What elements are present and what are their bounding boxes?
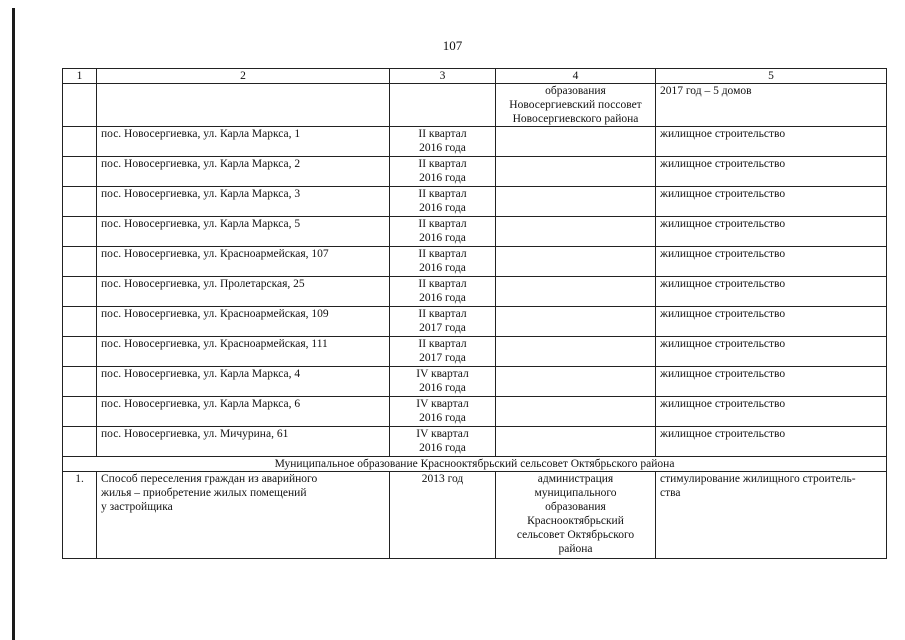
cell-address: пос. Новосергиевка, ул. Красноармейская, 107	[97, 247, 390, 277]
cell-address: пос. Новосергиевка, ул. Карла Маркса, 2	[97, 157, 390, 187]
cell-num	[63, 217, 97, 247]
cell-note: 2017 год – 5 домов	[656, 84, 887, 127]
cell-num	[63, 187, 97, 217]
cell-num	[63, 427, 97, 457]
cell-num	[63, 277, 97, 307]
cell-responsible	[496, 127, 656, 157]
cell-num	[63, 307, 97, 337]
cell-num	[63, 247, 97, 277]
cell-num	[63, 127, 97, 157]
cell-responsible	[496, 217, 656, 247]
cell-responsible	[496, 337, 656, 367]
cell-responsible	[496, 157, 656, 187]
cell-period: II квартал 2016 года	[390, 157, 496, 187]
cell-responsible	[496, 367, 656, 397]
table-row	[63, 277, 887, 307]
cell-address: пос. Новосергиевка, ул. Красноармейская, 109	[97, 307, 390, 337]
cell-period: IV квартал 2016 года	[390, 427, 496, 457]
header-col-5: 5	[656, 69, 887, 84]
cell-period: II квартал 2016 года	[390, 127, 496, 157]
cell-num	[63, 397, 97, 427]
cell-period: II квартал 2016 года	[390, 187, 496, 217]
table-row	[63, 337, 887, 367]
cell-address: пос. Новосергиевка, ул. Карла Маркса, 3	[97, 187, 390, 217]
table-row	[63, 157, 887, 187]
header-col-2: 2	[97, 69, 390, 84]
cell-note: жилищное строительство	[656, 187, 887, 217]
cell-responsible	[496, 247, 656, 277]
page-number: 107	[442, 38, 463, 53]
cell-period: II квартал 2017 года	[390, 337, 496, 367]
cell-period: 2013 год	[390, 472, 496, 559]
cell-address: пос. Новосергиевка, ул. Карла Маркса, 4	[97, 367, 390, 397]
cell-address: пос. Новосергиевка, ул. Карла Маркса, 5	[97, 217, 390, 247]
cell-note: жилищное строительство	[656, 157, 887, 187]
cell-address: Способ переселения граждан из аварийного жилья – приобретение жилых помещений у застройщика	[97, 472, 390, 559]
cell-note: жилищное строительство	[656, 217, 887, 247]
cell-responsible	[496, 187, 656, 217]
cell-note: жилищное строительство	[656, 337, 887, 367]
cell-num: 1.	[63, 472, 97, 559]
section-row	[63, 457, 887, 472]
housing-table	[62, 68, 887, 559]
cell-period	[390, 84, 496, 127]
header-row	[63, 69, 887, 84]
cell-address: пос. Новосергиевка, ул. Карла Маркса, 1	[97, 127, 390, 157]
table-row	[63, 187, 887, 217]
cell-address: пос. Новосергиевка, ул. Мичурина, 61	[97, 427, 390, 457]
cell-note: жилищное строительство	[656, 367, 887, 397]
cell-period: II квартал 2016 года	[390, 277, 496, 307]
cell-period: II квартал 2016 года	[390, 247, 496, 277]
table-row	[63, 247, 887, 277]
header-col-4: 4	[496, 69, 656, 84]
cell-responsible	[496, 397, 656, 427]
cell-note: жилищное строительство	[656, 397, 887, 427]
table-row	[63, 472, 887, 559]
cell-responsible: образования Новосергиевский поссовет Новосергиевского района	[496, 84, 656, 127]
cell-note: жилищное строительство	[656, 277, 887, 307]
cell-responsible: администрация муниципального образования Краснооктябрьский сельсовет Октябрьского района	[496, 472, 656, 559]
section-title: Муниципальное образование Краснооктябрьский сельсовет Октябрьского района	[63, 457, 887, 472]
table-row	[63, 397, 887, 427]
cell-period: II квартал 2017 года	[390, 307, 496, 337]
cell-note: жилищное строительство	[656, 247, 887, 277]
cell-period: IV квартал 2016 года	[390, 397, 496, 427]
cell-note: жилищное строительство	[656, 427, 887, 457]
header-col-1: 1	[63, 69, 97, 84]
table-row	[63, 367, 887, 397]
table-row	[63, 427, 887, 457]
cell-address	[97, 84, 390, 127]
cell-note: стимулирование жилищного строитель- ства	[656, 472, 887, 559]
page-edge-bar	[12, 8, 15, 640]
cell-note: жилищное строительство	[656, 307, 887, 337]
cell-note: жилищное строительство	[656, 127, 887, 157]
cell-num	[63, 367, 97, 397]
cell-address: пос. Новосергиевка, ул. Карла Маркса, 6	[97, 397, 390, 427]
cell-num	[63, 157, 97, 187]
cell-responsible	[496, 277, 656, 307]
header-col-3: 3	[390, 69, 496, 84]
table-row	[63, 127, 887, 157]
cell-period: II квартал 2016 года	[390, 217, 496, 247]
cell-responsible	[496, 427, 656, 457]
continuation-row	[63, 84, 887, 127]
cell-responsible	[496, 307, 656, 337]
table-row	[63, 307, 887, 337]
cell-num	[63, 337, 97, 367]
cell-period: IV квартал 2016 года	[390, 367, 496, 397]
cell-num	[63, 84, 97, 127]
cell-address: пос. Новосергиевка, ул. Красноармейская, 111	[97, 337, 390, 367]
cell-address: пос. Новосергиевка, ул. Пролетарская, 25	[97, 277, 390, 307]
table-row	[63, 217, 887, 247]
